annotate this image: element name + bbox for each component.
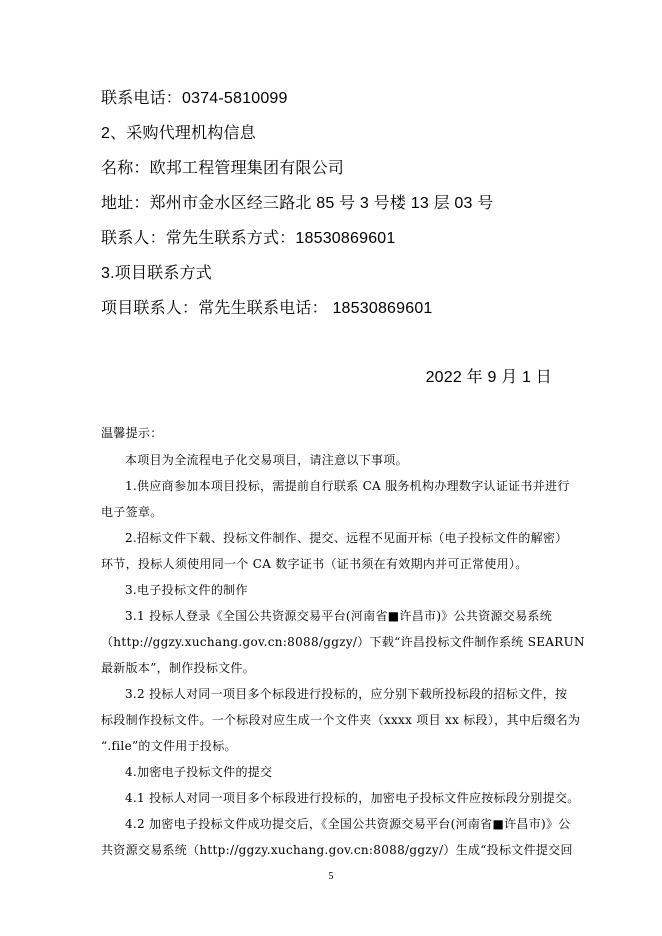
tips-line: 共资源交易系统（http://ggzy.xuchang.gov.cn:8088/ggzy/）生成“投标文件提交回 bbox=[101, 843, 573, 857]
tips-line: 3.电子投标文件的制作 bbox=[125, 583, 248, 597]
contact-phone-line: 联系电话：0374-5810099 bbox=[101, 90, 288, 107]
tips-line: （http://ggzy.xuchang.gov.cn:8088/ggzy/）下载“许昌投标文件制作系统 SEARUN bbox=[101, 635, 585, 649]
agency-contact-line: 联系人：常先生联系方式：18530869601 bbox=[101, 230, 396, 247]
project-contact-line: 项目联系人：常先生联系电话： 18530869601 bbox=[101, 300, 433, 317]
tips-line: 2.招标文件下载、投标文件制作、提交、远程不见面开标（电子投标文件的解密） bbox=[125, 531, 568, 545]
tips-title: 温馨提示： bbox=[101, 426, 163, 440]
tips-line: 电子签章。 bbox=[101, 505, 163, 519]
tips-line: 最新版本”，制作投标文件。 bbox=[101, 661, 256, 675]
agency-address-line: 地址：郑州市金水区经三路北 85 号 3 号楼 13 层 03 号 bbox=[101, 195, 494, 212]
tips-line: 1.供应商参加本项目投标，需提前自行联系 CA 服务机构办理数字认证证书并进行 bbox=[125, 479, 570, 493]
tips-line: 环节，投标人须使用同一个 CA 数字证书（证书须在有效期内并可正常使用）。 bbox=[101, 557, 528, 571]
agency-name-line: 名称：欧邦工程管理集团有限公司 bbox=[101, 160, 345, 177]
page-number: 5 bbox=[328, 871, 334, 882]
tips-line: 4.2 加密电子投标文件成功提交后，《全国公共资源交易平台(河南省■许昌市)》公 bbox=[125, 817, 571, 831]
tips-line: 4.1 投标人对同一项目多个标段进行投标的，加密电子投标文件应按标段分别提交。 bbox=[125, 791, 580, 805]
tips-line: “.file”的文件用于投标。 bbox=[101, 739, 237, 753]
tips-line: 4.加密电子投标文件的提交 bbox=[125, 765, 273, 779]
tips-line: 3.1 投标人登录《全国公共资源交易平台(河南省■许昌市)》公共资源交易系统 bbox=[125, 609, 553, 623]
tips-line: 3.2 投标人对同一项目多个标段进行投标的，应分别下载所投标段的招标文件，按 bbox=[125, 687, 568, 701]
tips-line: 标段制作投标文件。一个标段对应生成一个文件夹（xxxx 项目 xx 标段），其中后缀名为 bbox=[101, 713, 581, 727]
document-date: 2022 年 9 月 1 日 bbox=[425, 369, 552, 386]
tips-line: 本项目为全流程电子化交易项目，请注意以下事项。 bbox=[125, 453, 408, 467]
agency-section-heading: 2、采购代理机构信息 bbox=[101, 125, 256, 142]
project-contact-heading: 3.项目联系方式 bbox=[101, 265, 212, 282]
